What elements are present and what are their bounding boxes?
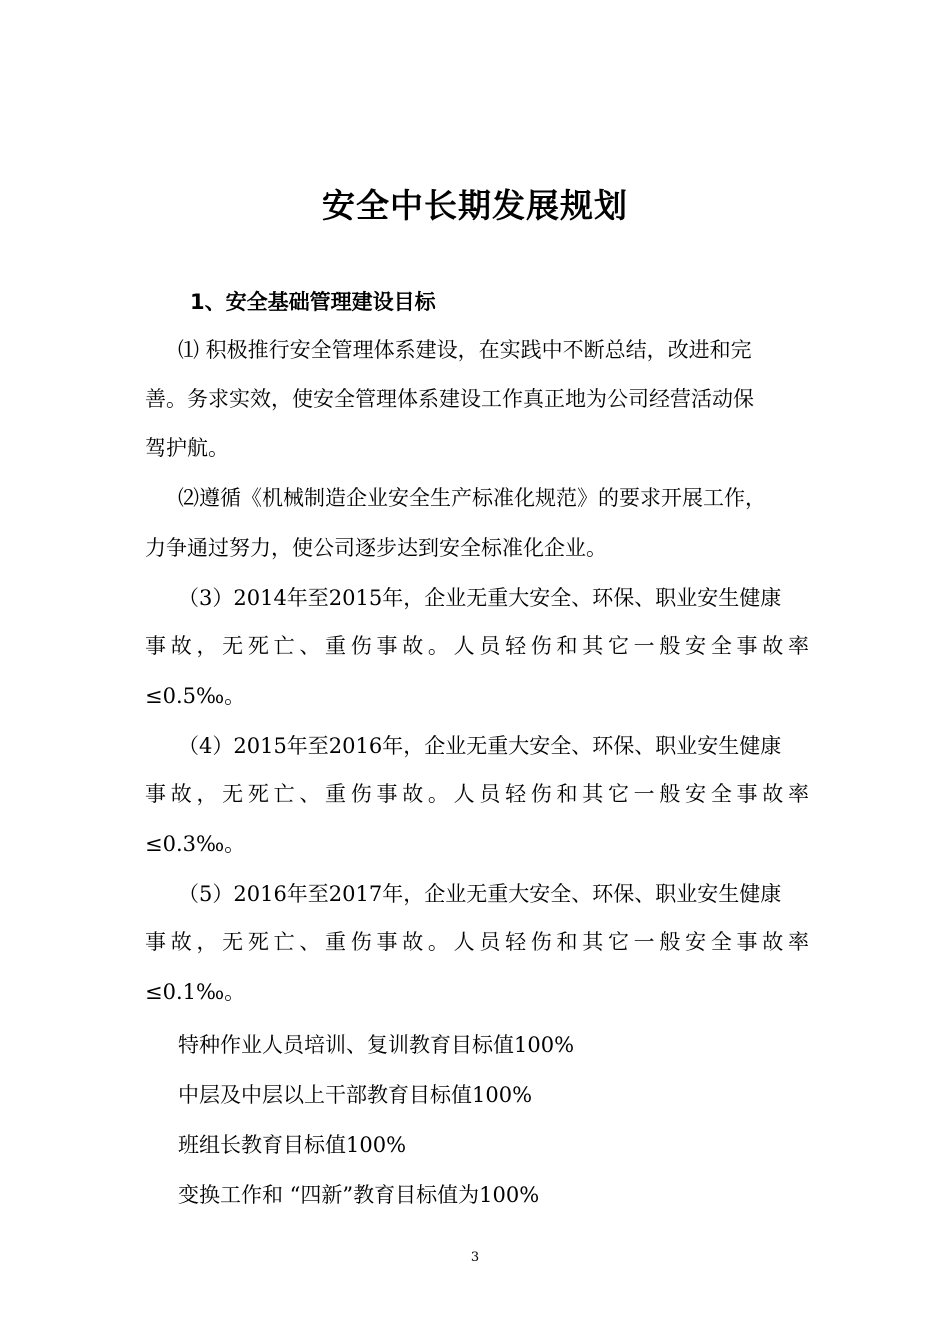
paragraph-line: 善。务求实效，使安全管理体系建设工作真正地为公司经营活动保: [145, 387, 754, 411]
paragraph-line: （4）2015年至2016年，企业无重大安全、环保、职业安生健康: [178, 734, 782, 758]
paragraph-line: （5）2016年至2017年，企业无重大安全、环保、职业安生健康: [178, 882, 782, 906]
paragraph-line: （3）2014年至2015年，企业无重大安全、环保、职业安生健康: [178, 586, 782, 610]
paragraph-line: 事故，无死亡、重伤事故。人员轻伤和其它一般安全事故率: [145, 930, 809, 954]
paragraph-line: 特种作业人员培训、复训教育目标值100%: [178, 1033, 575, 1057]
paragraph-line: 事故，无死亡、重伤事故。人员轻伤和其它一般安全事故率: [145, 634, 809, 658]
section-heading: 1、安全基础管理建设目标: [190, 290, 436, 314]
paragraph-line: 班组长教育目标值100%: [178, 1133, 407, 1157]
page-number: 3: [470, 1250, 480, 1265]
paragraph-line: 变换工作和 “四新”教育目标值为100%: [178, 1183, 540, 1207]
paragraph-line: 驾护航。: [145, 436, 229, 460]
paragraph-line: ≤0.5‰。: [145, 684, 246, 708]
paragraph-line: ⑴ 积极推行安全管理体系建设，在实践中不断总结，改进和完: [178, 338, 752, 362]
paragraph-line: 中层及中层以上干部教育目标值100%: [178, 1083, 533, 1107]
paragraph-line: ≤0.3‰。: [145, 832, 246, 856]
page-title: 安全中长期发展规划: [322, 186, 628, 225]
paragraph-line: ⑵遵循《机械制造企业安全生产标准化规范》的要求开展工作，: [178, 486, 766, 510]
paragraph-line: 力争通过努力，使公司逐步达到安全标准化企业。: [145, 536, 607, 560]
paragraph-line: 事故，无死亡、重伤事故。人员轻伤和其它一般安全事故率: [145, 782, 809, 806]
paragraph-line: ≤0.1‰。: [145, 980, 246, 1004]
